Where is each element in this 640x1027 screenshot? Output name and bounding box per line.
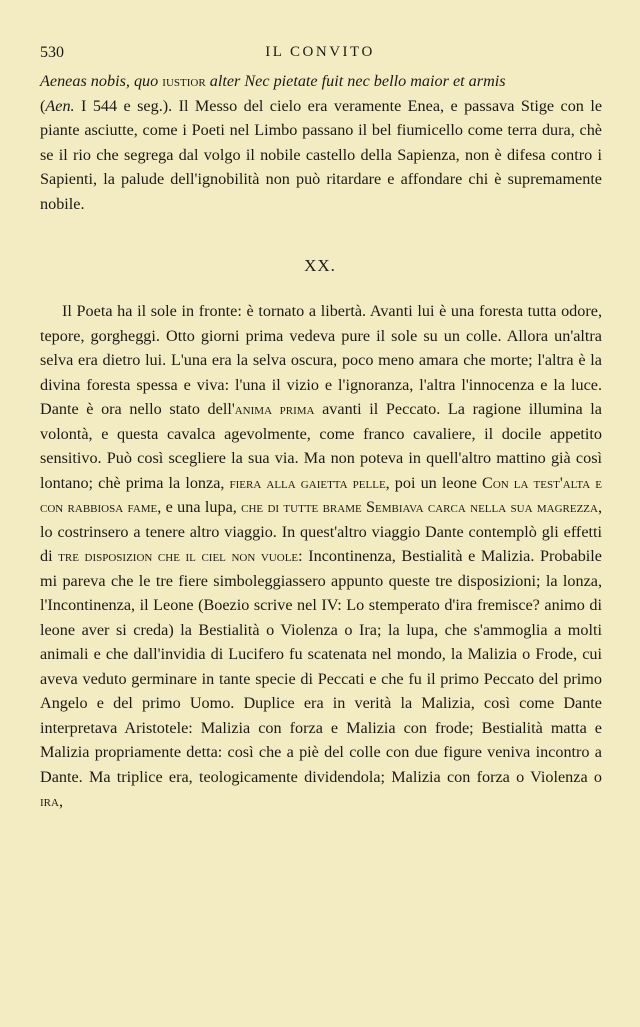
latin-quote-end: alter Nec pietate fuit nec bello maior et armis [209,72,506,90]
quote-smallcaps: tre disposizion che il ciel non vuole: [58,547,303,565]
intro-paragraph [40,69,602,216]
quote-smallcaps: fiera alla gaietta pelle, [229,473,390,492]
quote-smallcaps: ira, [40,792,63,810]
body-text: poi un leone [389,473,483,492]
body-text: lo costrinsero a tenere altro viaggio. In quest'altro viaggio Dante contemplò gli effetti di [40,522,602,565]
body-text: Incontinenza, Bestialità e Malizia. Probabile mi pareva che le tre fiere simboleggiassero appunto queste tre disposizioni; la lonza, l'Incontinenza, il Leone (Boezio scrive nel IV: Lo stemperato d'ira fremisce? animo di leone aver si creda) la Bestialità o Violenza o Ira; la lupa, che s'ammoglia a molti animali e che dall'invidia di Lucifero fu scatenata nel mondo, la Malizia o Frode, cui aveva veduto germinare in tante specie di Peccati e che fu il primo Peccato del primo Angelo e del primo Uomo. Duplice era in verità la Malizia, così come Dante interpretava Aristotele: Malizia con forza e Malizia con frode; Bestialità matta e Malizia propriamente detta: così che a piè del colle con due figure veniva incontro a Dante. Ma triplice era, teologicamente dividendola; Malizia con forza o Violenza o [40,547,602,786]
quote-smallcaps: che di tutte brame Sembiava carca nella sua magrezza, [241,498,602,516]
ref-open: ( [40,96,46,115]
quote-smallcaps: Con la test'alta e con rabbiosa fame, [40,473,602,516]
intro-text: I 544 e seg.). Il Messo del cielo era veramente Enea, e passava Stige con le piante asciutte, come i Poeti nel Limbo passano il bel fiumicello come terra dura, chè se il rio che segrega dal volgo il nobile castello della Sapienza, non è difesa contro i Sapienti, la palude dell'ignobilità non può ritardare e affondare chi è supremamente nobile. [40,96,603,213]
latin-quote: Aeneas nobis, quo [40,72,159,90]
quote-smallcaps: anima prima [234,400,315,418]
running-head: IL CONVITO [265,44,375,60]
page-number: 530 [40,44,64,61]
body-text: avanti il Peccato. La ragione illumina la volontà, e questa cavalca agevolmente, come franco cavaliere, il docile appetito sensitivo. Può così scegliere la sua via. Ma non poteva in quell'altro mattino già così lontano; chè prima la lonza, [40,400,602,492]
body-text: e una lupa, [161,498,242,516]
latin-quote-smallcaps: iustior [162,72,206,90]
body-text: Il Poeta ha il sole in fronte: è tornato a libertà. Avanti lui è una foresta tutta odore, tepore, gorgheggi. Otto giorni prima vedeva pure il sole su un colle. Allora un'altra selva era dietro lui. L'una era la selva oscura, poco meno amara che morte; l'altra è la divina foresta spessa e viva: l'una il vizio e l'ignoranza, l'altra l'innocenza e la luce. Dante è ora nello stato dell' [40,302,602,418]
page-header [40,44,600,66]
ref-work: Aen. [45,96,75,115]
section-title: XX. [304,256,336,275]
body-paragraph [40,299,602,814]
